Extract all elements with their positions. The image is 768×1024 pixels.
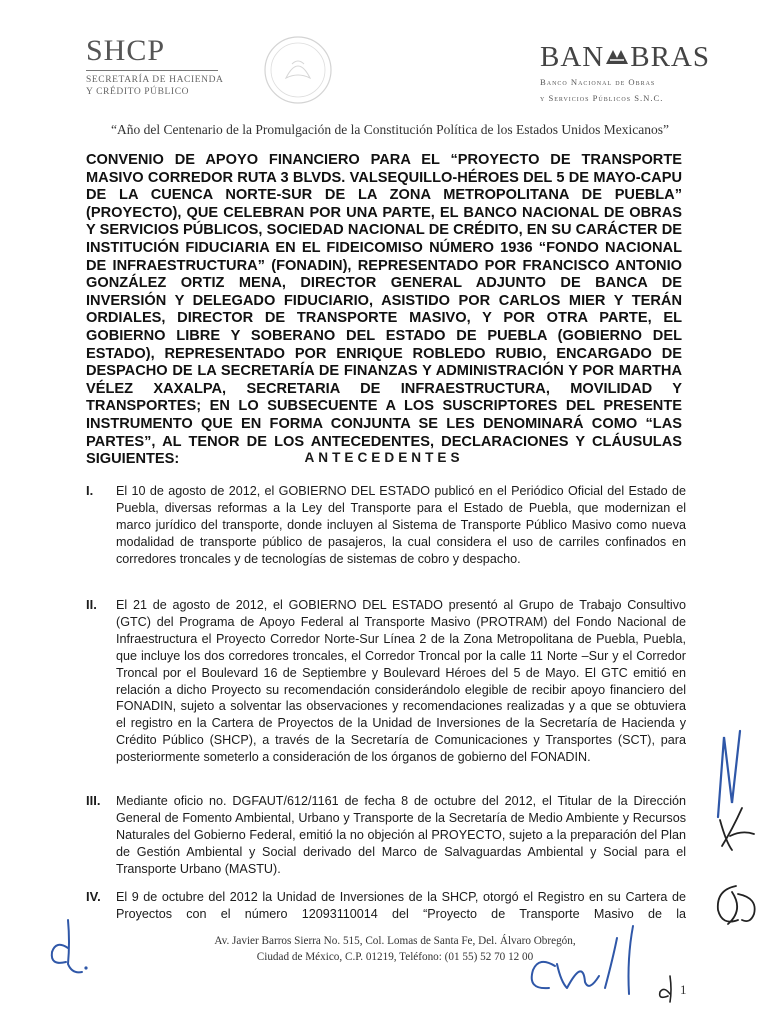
shcp-logo-block [86,36,246,98]
handwritten-signature [525,918,675,1000]
banobras-subtitle-1: Banco Nacional de Obras [540,77,656,87]
shcp-subtitle-1: SECRETARÍA DE HACIENDA [86,75,224,85]
year-motto: “Año del Centenario de la Promulgación de la Constitución Política de los Estados Unidos Mexicanos” [111,122,669,137]
government-seal-icon [262,34,334,106]
item-number: III. [86,793,101,808]
antecedente-item [86,483,686,568]
item-text: El 21 de agosto de 2012, el GOBIERNO DEL ESTADO presentó al Grupo de Trabajo Consultivo (GTC) del Programa de Apoyo Federal al Transporte Masivo (PROTRAM) del Fondo Nacional de Infraestructura el Proyecto Corredor Norte-Sur Línea 2 de la Zona Metropolitana de Puebla, Puebla, que incluye los dos corredores troncales, el Corredor Troncal por la calle 11 Norte –Sur y el Corredor Troncal por el Boulevard 16 de Septiembre y Boulevard Héroes del 5 de Mayo. El GTC emitió en relación a dicho Proyecto su recomendación considerándolo elegible de recibir apoyo financiero del FONADIN, sujeto a solventar las observaciones y recomendaciones realizadas y a que se obtuviera el registro en la Cartera de Proyectos de la Unidad de Inversiones de la Secretaría de Hacienda y Crédito Público (SHCP), a través de la Secretaría de Comunicaciones y Transportes (SCT), para posteriormente someterlo a consideración de los órganos de gobierno del FONADIN. [116,598,686,765]
handwritten-initial-signature [712,800,760,860]
page-number: 1 [680,982,687,997]
banobras-logo [540,42,740,72]
banobras-subtitle-2: y Servicios Públicos S.N.C. [540,93,664,103]
item-number: IV. [86,889,101,904]
item-text: El 10 de agosto de 2012, el GOBIERNO DEL ESTADO publicó en el Periódico Oficial del Estado de Puebla, diversas reformas a la Ley del Transporte para el Estado de Puebla, que modernizan el marco jurídico del transporte, donde incluyen al Sistema de Transporte Público Masivo como nueva modalidad de transporte público de pasajeros, la cual considera el uso de carriles confinados en corredores troncales y de tecnologías de sistemas de cobro y despacho. [116,484,686,566]
banobras-emblem-icon [605,46,629,68]
section-heading: ANTECEDENTES [304,450,464,465]
item-number: II. [86,597,97,612]
item-number: I. [86,483,94,498]
handwritten-initial-signature [654,972,678,1006]
banobras-logo-text-b: BRAS [630,41,710,73]
handwritten-initial-signature [708,880,764,932]
antecedente-item [86,793,686,878]
footer-address-line-1: Av. Javier Barros Sierra No. 515, Col. Lomas de Santa Fe, Del. Álvaro Obregón, [214,935,576,947]
banobras-logo-block [540,42,740,104]
footer-address-line-2: Ciudad de México, C.P. 01219, Teléfono: (01 55) 52 70 12 00 [256,950,534,963]
logo-divider [86,70,218,71]
banobras-logo-text-a: BAN [540,41,605,73]
shcp-logo: SHCP [86,34,166,67]
handwritten-initial-signature [38,912,98,982]
antecedente-item [86,597,686,766]
item-text: El 9 de octubre del 2012 la Unidad de Inversiones de la SHCP, otorgó el Registro en su Cartera de Proyectos con el número 12093110014 del “Proyecto de Transporte Masivo de la [116,890,686,921]
agreement-title: CONVENIO DE APOYO FINANCIERO PARA EL “PROYECTO DE TRANSPORTE MASIVO CORREDOR RUTA 3 BLVDS. VALSEQUILLO-HÉROES DEL 5 DE MAYO-CAPU DE LA CUENCA NORTE-SUR DE LA ZONA METROPOLITANA DE PUEBLA” (PROYECTO), QUE CELEBRAN POR UNA PARTE, EL BANCO NACIONAL DE OBRAS Y SERVICIOS PÚBLICOS, SOCIEDAD NACIONAL DE CRÉDITO, EN SU CARÁCTER DE INSTITUCIÓN FIDUCIARIA EN EL FIDEICOMISO NÚMERO 1936 “FONDO NACIONAL DE INFRAESTRUCTURA” (FONADIN), REPRESENTADO POR FRANCISCO ANTONIO GONZÁLEZ ORTIZ MENA, DIRECTOR GENERAL ADJUNTO DE BANCA DE INVERSIÓN Y DELEGADO FIDUCIARIO, ASISTIDO POR CARLOS MIER Y TERÁN ORDIALES, DIRECTOR DE TRANSPORTE MASIVO, Y POR OTRA PARTE, EL GOBIERNO LIBRE Y SOBERANO DEL ESTADO DE PUEBLA (GOBIERNO DEL ESTADO), REPRESENTADO POR ENRIQUE ROBLEDO RUBIO, ENCARGADO DE DESPACHO DE LA SECRETARÍA DE FINANZAS Y ADMINISTRACIÓN Y POR MARTHA VÉLEZ XAXALPA, SECRETARIA DE INFRAESTRUCTURA, MOVILIDAD Y TRANSPORTES; EN LO SUBSECUENTE A LOS SUSCRIPTORES DEL PRESENTE INSTRUMENTO QUE EN FORMA CONJUNTA SE LES DENOMINARÁ COMO “LAS PARTES”, AL TENOR DE LOS ANTECEDENTES, DECLARACIONES Y CLÁUSULAS SIGUIENTES: [86,152,682,468]
shcp-subtitle-2: Y CRÉDITO PÚBLICO [86,87,190,97]
item-text: Mediante oficio no. DGFAUT/612/1161 de fecha 8 de octubre del 2012, el Titular de la Dirección General de Fomento Ambiental, Urbano y Transporte de la Secretaría de Medio Ambiente y Recursos Naturales del Gobierno Federal, emitió la no objeción al PROYECTO, sujeto a la preparación del Plan de Gestión Ambiental y Social derivado del Marco de Salvaguardas Ambiental y Social para el Transporte Urbano (MASTU). [116,794,686,876]
